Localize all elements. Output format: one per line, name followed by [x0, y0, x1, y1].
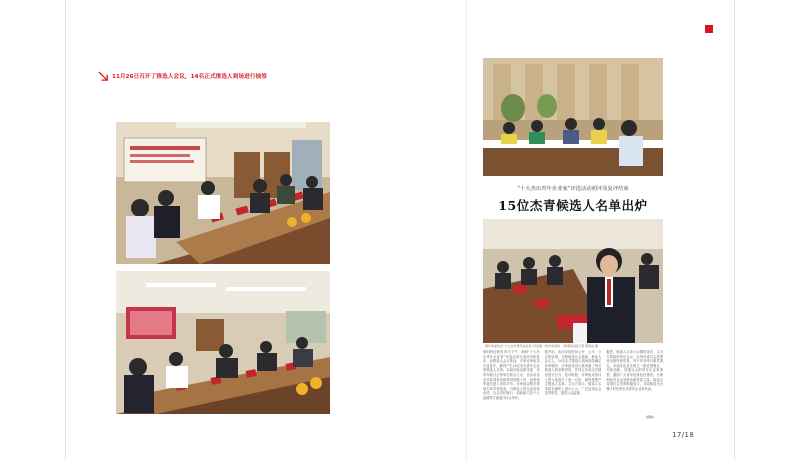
article-column-3: 据悉，候选人名单公示期结束后，主办方将组织终评会议，由终评委员会投票选出最终获奖者，并于年底举行颁奖典礼。本届评选旨在树立一批爱国敬业、开拓创新、回报社会的青年企业家典型，激励广大青年投身经济建设，为深圳经济社会发展贡献青春力量。组委会希望社会各界积极参与，共同推选出无愧于时代的杰出青年企业家代表。 [606, 350, 664, 391]
meeting-photo-4 [483, 219, 663, 343]
left-page-caption [98, 70, 267, 82]
article-body [483, 350, 663, 420]
red-square-icon [705, 25, 713, 33]
meeting-photo-3 [483, 58, 663, 176]
spine-divider [466, 0, 467, 460]
article-byline: (陈彬) [646, 415, 655, 419]
page-number: 17/18 [672, 431, 695, 439]
caption-text: 11月26日召开了推选人会议，14名正式推选人到场进行抽签 [112, 74, 267, 80]
meeting-photo-2 [116, 271, 330, 414]
article-column-2: 据介绍，此次评选坚持公开、公平、公正的原则，全程接受社会监督。推选人会议上，14名正式推选人现场抽签确定评审顺序，评审组成员认真审阅了每位候选人的申报材料，并结合实地走访情况进行打分。复评阶段，评审组对初评入围人选进行了逐一讨论，最终投票产生候选人名单。主办方表示，候选人名单将在媒体上进行公示，广泛征求社会各界意见，接受公众监督。 [544, 350, 602, 396]
article-kicker: “十大杰出青年企业家”评选活动初评及复评结束 [517, 186, 629, 192]
meeting-photo-1 [116, 122, 330, 264]
article-column-1: 深圳特区报讯 昨天下午，深圳“十大杰出青年企业家”评选活动完成初评和复评，经推选人会议推选、专家评审组初评及复评，最终产生15位杰出青年企业家候选人名单。本届评选由团市委、市青年联合会等单位联合主办，自启动以来共收到有效推荐材料数十份，经资格审查后进入初评环节。评审组由相关领域专家学者组成，对候选人的企业经营业绩、社会责任履行、创新能力及个人品德等方面进行综合考评。 [483, 350, 540, 400]
article-headline: 15位杰青候选人名单出炉 [498, 198, 648, 213]
photo-caption: 据评审委员会“十大杰出青年企业家”评选第一轮评审现场 深圳特区报记者 陈海斌 摄 [485, 344, 599, 348]
arrow-down-right-icon [98, 71, 109, 82]
